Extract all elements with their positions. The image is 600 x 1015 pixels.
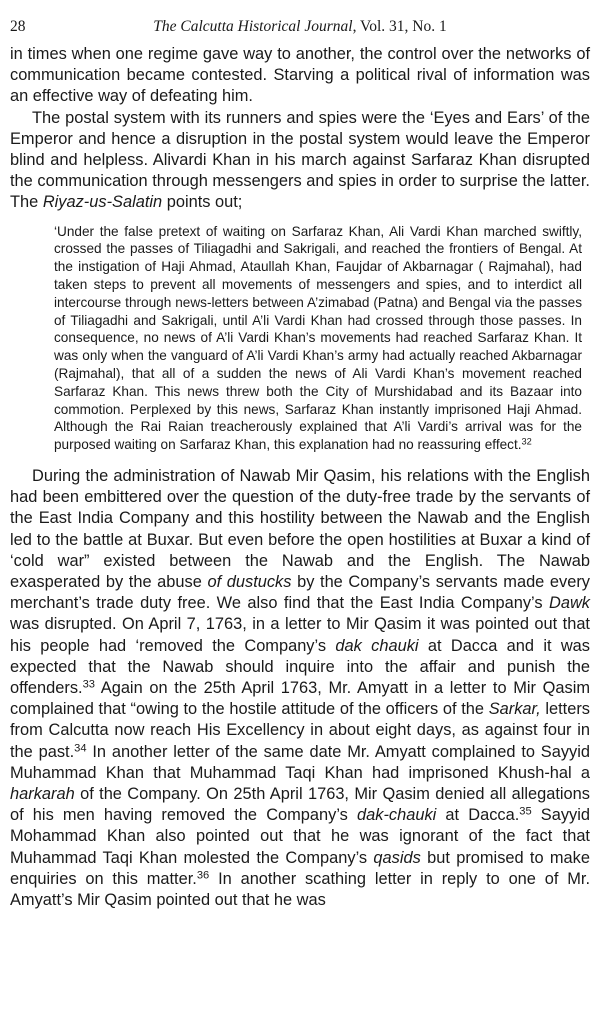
running-title — [10, 18, 590, 36]
running-header — [10, 18, 590, 44]
italic-text: harkarah — [10, 785, 75, 804]
quote-text — [54, 223, 582, 454]
text-span: by the Company’s servants made every merchant’s trade duty free. We also find that the East India Company’s — [10, 573, 591, 613]
italic-text: dak-chauki — [357, 806, 437, 825]
page-number: 28 — [10, 18, 26, 35]
paragraph — [10, 108, 590, 214]
block-quote — [54, 223, 582, 454]
footnote-ref: 34 — [74, 742, 87, 755]
text-span: During the administration of Nawab Mir Qasim, his relations with the English had been embittered over the question of the duty-free trade by the servants of the East India Company and this hostility between the Nawab and the English led to the battle at Buxar. But even before the open hostilities at Buxar a kind of ‘cold war” existed between the Nawab and the English. The Nawab exasperated by the abuse — [10, 466, 590, 591]
quote-body: ‘Under the false pretext of waiting on Sarfaraz Khan, Ali Vardi Khan marched swiftly, crossed the passes of Tiliagadhi and Sakrigali, and reached the frontiers of Bengal. At the instigation of Haji Ahmad, Ataullah Khan, Faujdar of Akbarnagar ( Rajmahal), had taken steps to prevent all movements of messengers and spies, and to interdict all intercourse through news-letters between A’zimabad (Patna) and Bengal via the passes of Tiliagadhi and Sakrigali, until A’li Vardi Khan had crossed through those passes. In consequence, no news of A’li Vardi Khan’s movements had reached Sarfaraz Khan. It was only when the vanguard of A’li Vardi Khan’s army had actually reached Akbarnagar (Rajmahal), that all of a sudden the news of Ali Vardi Khan’s movement reached Sarfaraz Khan. This news threw both the City of Murshidabad and its Bazaar into commotion. Perplexed by this news, Sarfaraz Khan instantly imprisoned Haji Ahmad. Although the Rai Raian treacherously explained that A’li Vardi’s arrival was for the purposed waiting on Sarfaraz Khan, this explanation had no reassuring effect. — [54, 223, 582, 453]
italic-text: qasids — [373, 848, 421, 867]
text-span: of the Company. On 25th April 1763, Mir Qasim denied all allegations of his men having removed the Company’s — [10, 785, 590, 825]
text-span: In another letter of the same date Mr. Amyatt complained to Sayyid Muhammad Khan that Muhammad Taqi Khan had imprisoned Khush-hal a — [10, 742, 590, 782]
text-span: In another scathing letter in reply to one of Mr. Amyatt’s Mir Qasim pointed out that he was — [10, 869, 590, 910]
journal-title: The Calcutta Historical Journal — [153, 18, 353, 35]
body-text — [10, 466, 590, 911]
text-span: Sayyid Mohammad Khan also pointed out that he was ignorant of the fact that Muhammad Taqi Khan molested the Company’s — [10, 806, 591, 867]
italic-text: Sarkar, — [488, 700, 541, 719]
text-span: Again on the 25th April 1763, Mr. Amyatt in a letter to Mir Qasim complained that “owing to the hostile attitude of the officers of the — [10, 679, 590, 719]
italic-text: Riyaz-us-Salatin — [42, 193, 163, 212]
italic-text: dak chauki — [335, 636, 419, 655]
text-span: but promised to make enquiries on this matter. — [10, 848, 590, 888]
volume-info: , Vol. 31, No. 1 — [352, 18, 447, 35]
paragraph: in times when one regime gave way to another, the control over the networks of communication became contested. Starving a political rival of information was an effective way of defeating him. — [10, 45, 590, 106]
text-span: at Dacca. — [436, 806, 520, 825]
text-span: at Dacca and it was expected that the Nawab should inquire into the affair and punish the offenders. — [10, 636, 590, 698]
footnote-ref: 33 — [82, 678, 96, 691]
text-span: The postal system with its runners and spies were the ‘Eyes and Ears’ of the Emperor and hence a disruption in the postal system would leave the Emperor blind and helpless. Alivardi Khan in his march against Sarfaraz Khan disrupted the communication through messengers and spies in order to surprise the latter. The — [10, 108, 590, 212]
footnote-ref: 32 — [521, 436, 532, 447]
text-span: points out; — [162, 193, 243, 212]
paragraph — [10, 466, 590, 911]
footnote-ref: 36 — [196, 869, 210, 882]
italic-text: Dawk — [549, 594, 590, 613]
footnote-ref: 35 — [519, 805, 532, 818]
italic-text: of dustucks — [207, 573, 292, 591]
body-text — [10, 44, 590, 214]
text-span: was disrupted. On April 7, 1763, in a letter to Mir Qasim it was pointed out that his people had ‘removed the Company’s — [10, 615, 590, 655]
text-span: letters from Calcutta now reach His Excellency in about eight days, as against four in the past. — [10, 700, 590, 761]
